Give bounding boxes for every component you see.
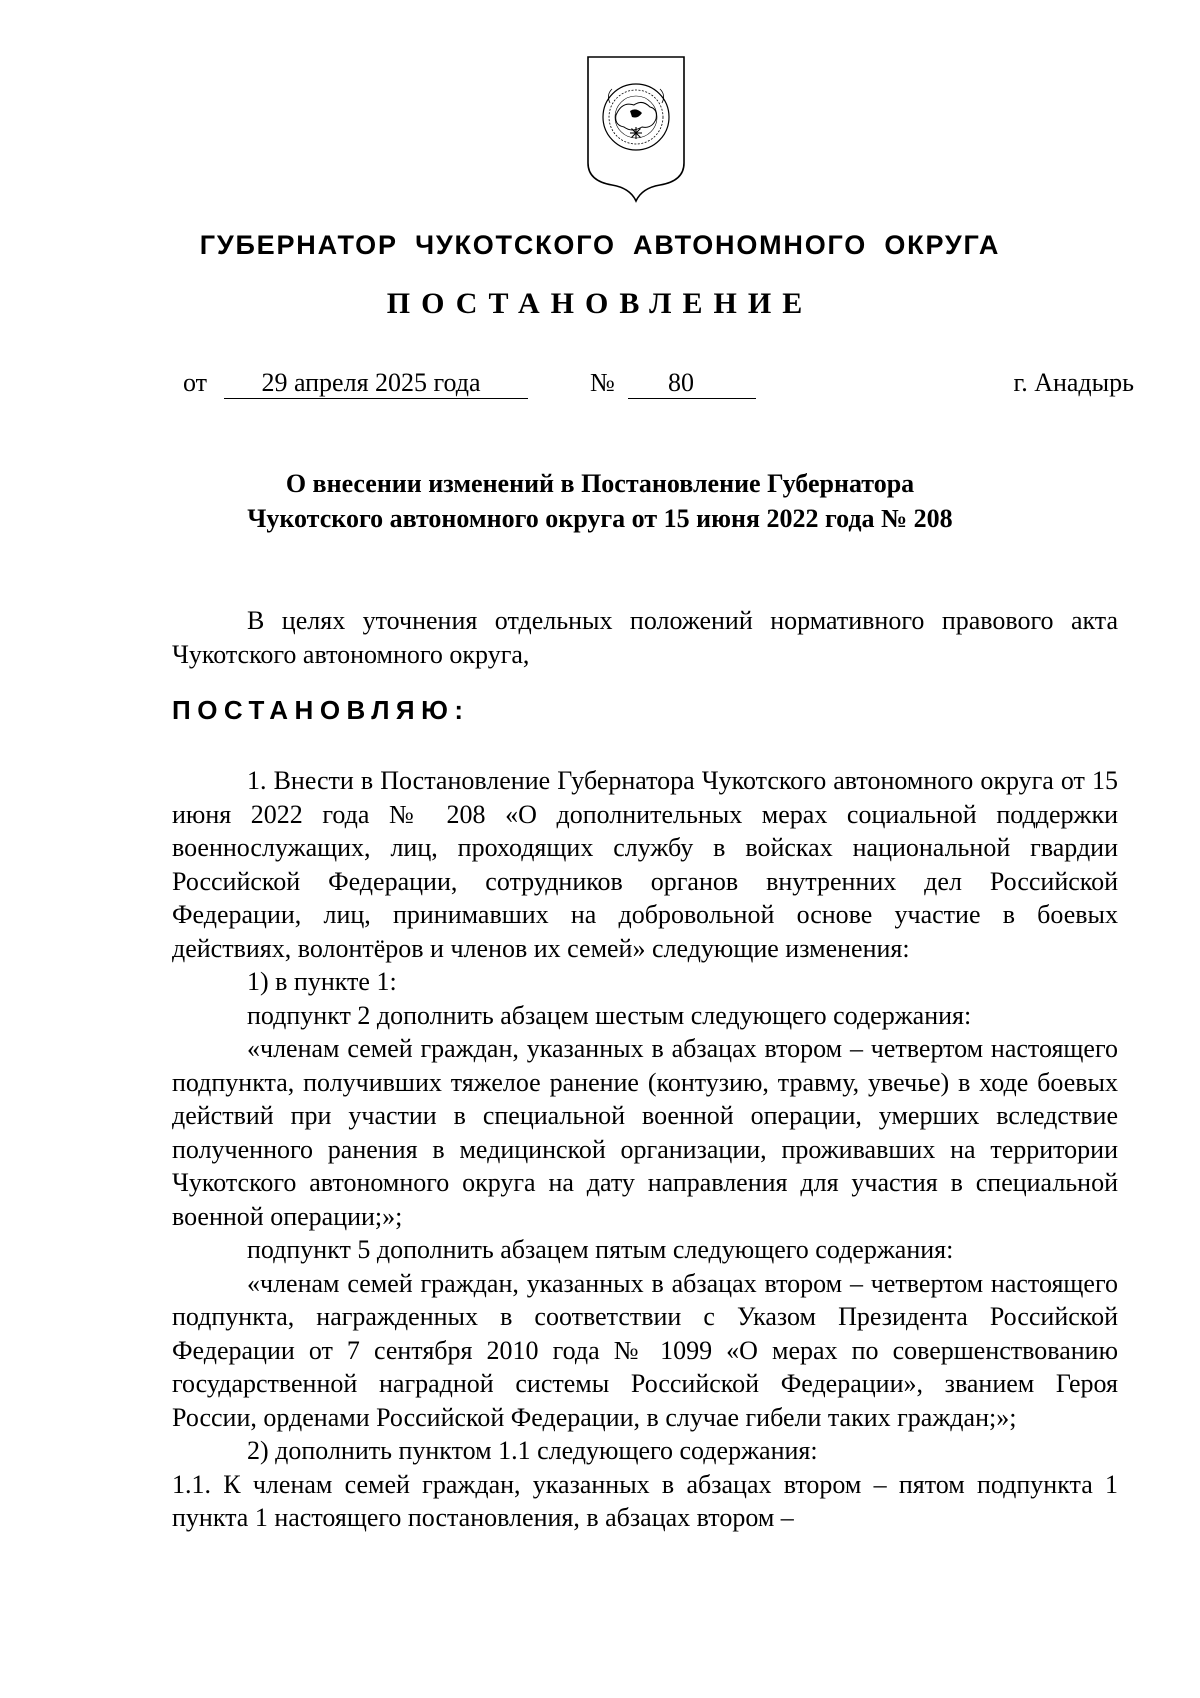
document-title	[0, 466, 1200, 536]
document-meta-row	[0, 368, 1200, 404]
coat-of-arms-emblem	[586, 55, 686, 203]
document-number: 80	[628, 368, 756, 399]
authority-name: ГУБЕРНАТОР ЧУКОТСКОГО АВТОНОМНОГО ОКРУГА	[199, 230, 1001, 260]
body-paragraph-8: 1.1. К членам семей граждан, указанных в абзацах втором – пятом подпункта 1 пункта 1 настоящего постановления, в абзацах втором –	[172, 1469, 1118, 1532]
document-date: 29 апреля 2025 года	[224, 368, 528, 399]
document-body	[172, 764, 1118, 1535]
title-line-1: О внесении изменений в Постановление Губернатора	[285, 469, 915, 498]
decree-word: ПОСТАНОВЛЯЮ:	[172, 695, 470, 725]
document-city: г. Анадырь	[1013, 368, 1134, 397]
body-paragraph-2: 1) в пункте 1:	[247, 967, 397, 996]
body-paragraph-1: 1. Внести в Постановление Губернатора Чукотского автономного округа от 15 июня 2022 года № 208 «О дополнительных мерах социальной поддержки военнослужащих, лиц, проходящих службу в войсках национальной гвардии Российской Федерации, сотрудников органов внутренних дел Российской Федерации, лиц, принимавших на добровольной основе участие в боевых действиях, волонтёров и членов их семей» следующие изменения:	[172, 766, 1118, 963]
title-line-2: Чукотского автономного округа от 15 июня 2022 года № 208	[247, 504, 953, 533]
date-label: от	[183, 368, 208, 397]
preamble-paragraph: В целях уточнения отдельных положений нормативного правового акта Чукотского автономного округа,	[172, 606, 1118, 669]
document-type: ПОСТАНОВЛЕНИЕ	[386, 287, 814, 320]
body-paragraph-5: подпункт 5 дополнить абзацем пятым следующего содержания:	[247, 1235, 954, 1264]
preamble	[172, 604, 1118, 671]
body-paragraph-3: подпункт 2 дополнить абзацем шестым следующего содержания:	[247, 1000, 972, 1030]
body-paragraph-6: «членам семей граждан, указанных в абзацах втором – четвертом настоящего подпункта, награжденных в соответствии с Указом Президента Российской Федерации от 7 сентября 2010 года № 1099 «О мерах по совершенствованию государственной наградной системы Российской Федерации», званием Героя России, орденами Российской Федерации, в случае гибели таких граждан;»;	[172, 1268, 1118, 1432]
body-paragraph-7: 2) дополнить пунктом 1.1 следующего содержания:	[247, 1436, 818, 1465]
number-label: №	[590, 368, 615, 397]
body-paragraph-4: «членам семей граждан, указанных в абзацах втором – четвертом настоящего подпункта, получивших тяжелое ранение (контузию, травму, увечье) в ходе боевых действий при участии в специальной военной операции, умерших вследствие полученного ранения в медицинской организации, проживавших на территории Чукотского автономного округа на дату направления для участия в специальной военной операции;»;	[172, 1034, 1118, 1231]
chukotka-coat-of-arms-icon	[586, 55, 686, 203]
